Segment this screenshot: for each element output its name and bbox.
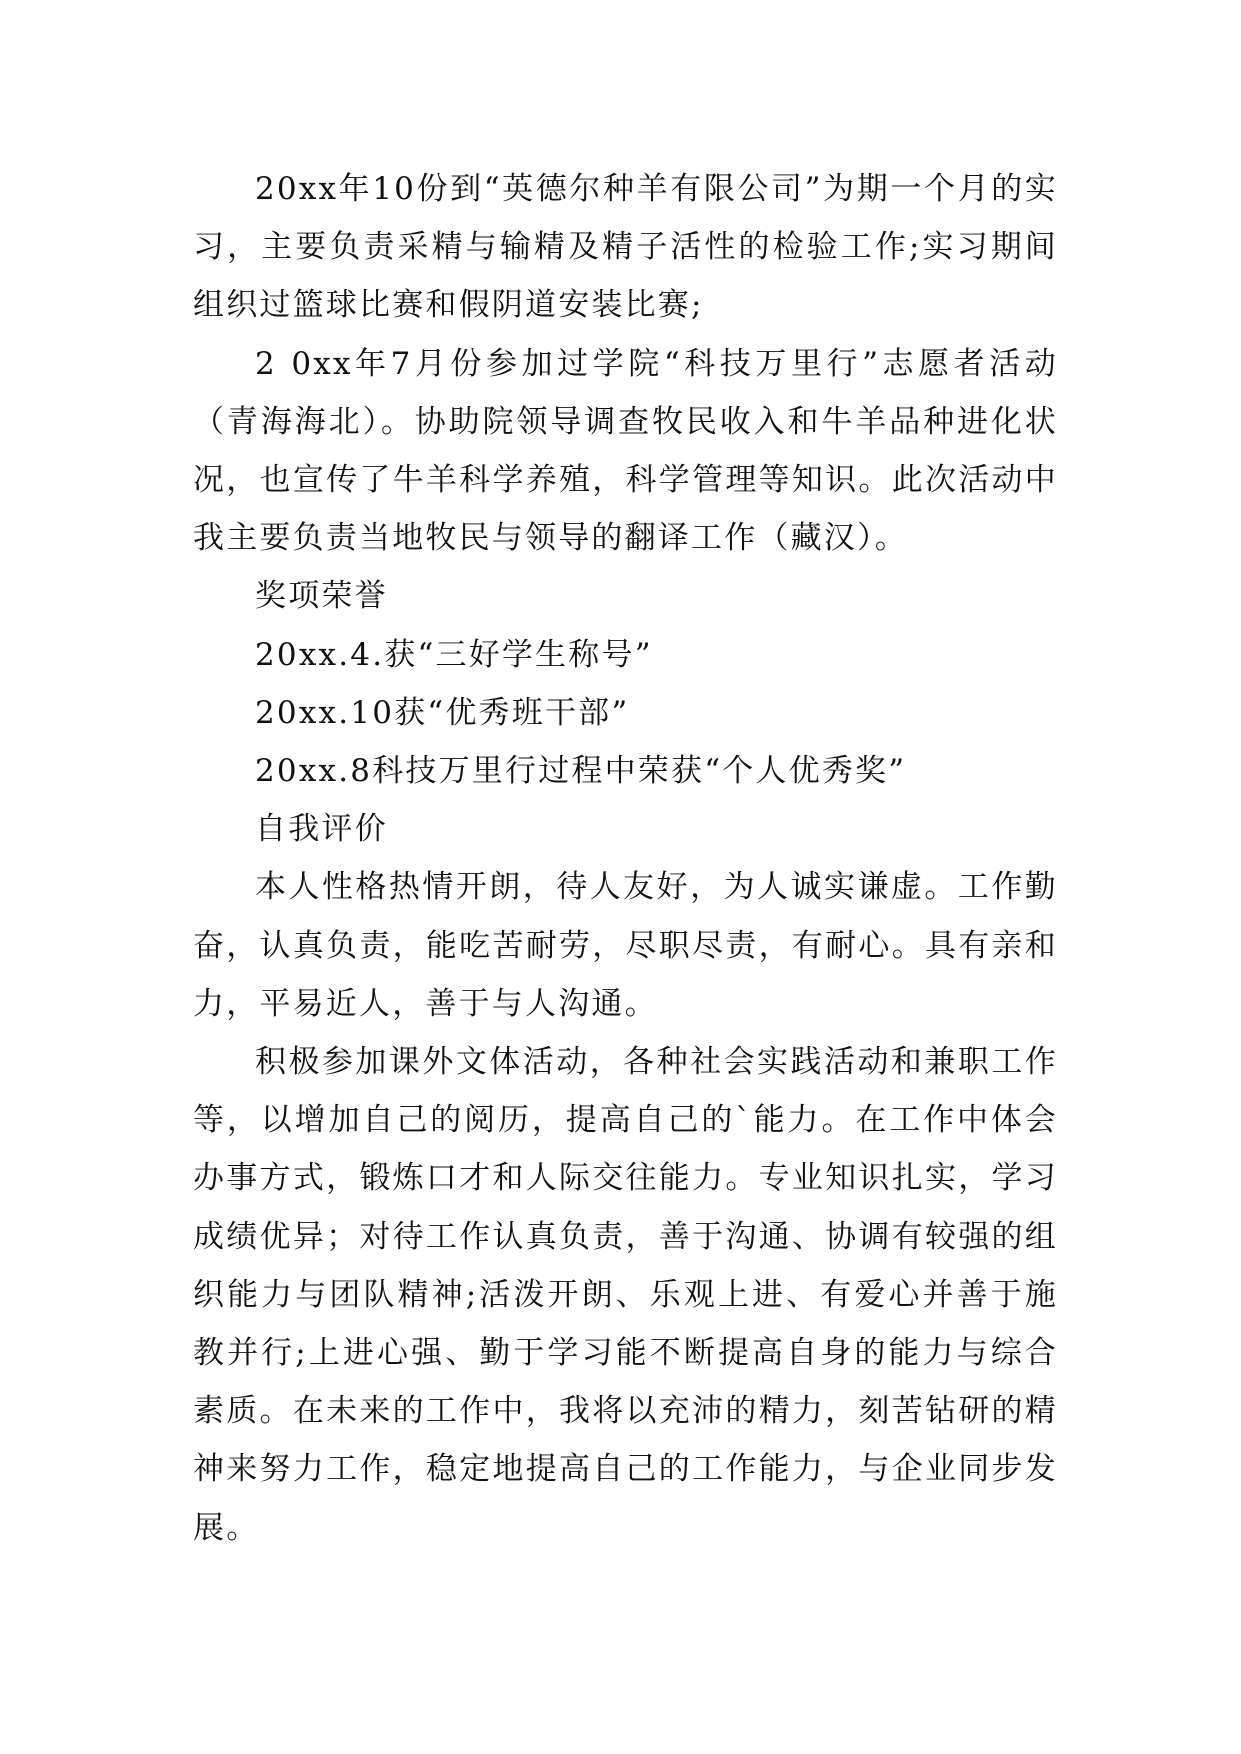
self-evaluation-paragraph: 积极参加课外文体活动，各种社会实践活动和兼职工作等，以增加自己的阅历，提高自己的`能力。在工作中体会办事方式，锻炼口才和人际交往能力。专业知识扎实，学习成绩优异；对待工作认真负责，善于沟通、协调有较强的组织能力与团队精神;活泼开朗、乐观上进、有爱心并善于施教并行;上进心强、勤于学习能不断提高自身的能力与综合素质。在未来的工作中，我将以充沛的精力，刻苦钻研的精神来努力工作，稳定地提高自己的工作能力，与企业同步发展。	[193, 1044, 1058, 1546]
award-item: 20xx.10获“优秀班干部”	[255, 694, 630, 731]
award-item: 20xx.8科技万里行过程中荣获“个人优秀奖”	[255, 753, 907, 790]
awards-heading: 奖项荣誉	[255, 578, 388, 615]
document-body	[193, 160, 1058, 1557]
volunteer-paragraph: 2 0xx年7月份参加过学院“科技万里行”志愿者活动（青海海北）。协助院领导调查牧民收入和牛羊品种进化状况，也宣传了牛羊科学养殖，科学管理等知识。此次活动中我主要负责当地牧民与领导的翻译工作（藏汉）。	[193, 345, 1058, 557]
self-evaluation-heading: 自我评价	[255, 811, 388, 848]
internship-paragraph: 20xx年10份到“英德尔种羊有限公司”为期一个月的实习，主要负责采精与输精及精子活性的检验工作;实习期间组织过篮球比赛和假阴道安装比赛;	[193, 171, 1058, 324]
self-evaluation-paragraph: 本人性格热情开朗，待人友好，为人诚实谦虚。工作勤奋，认真负责，能吃苦耐劳，尽职尽责，有耐心。具有亲和力，平易近人，善于与人沟通。	[193, 869, 1058, 1022]
award-item: 20xx.4.获“三好学生称号”	[255, 636, 653, 673]
